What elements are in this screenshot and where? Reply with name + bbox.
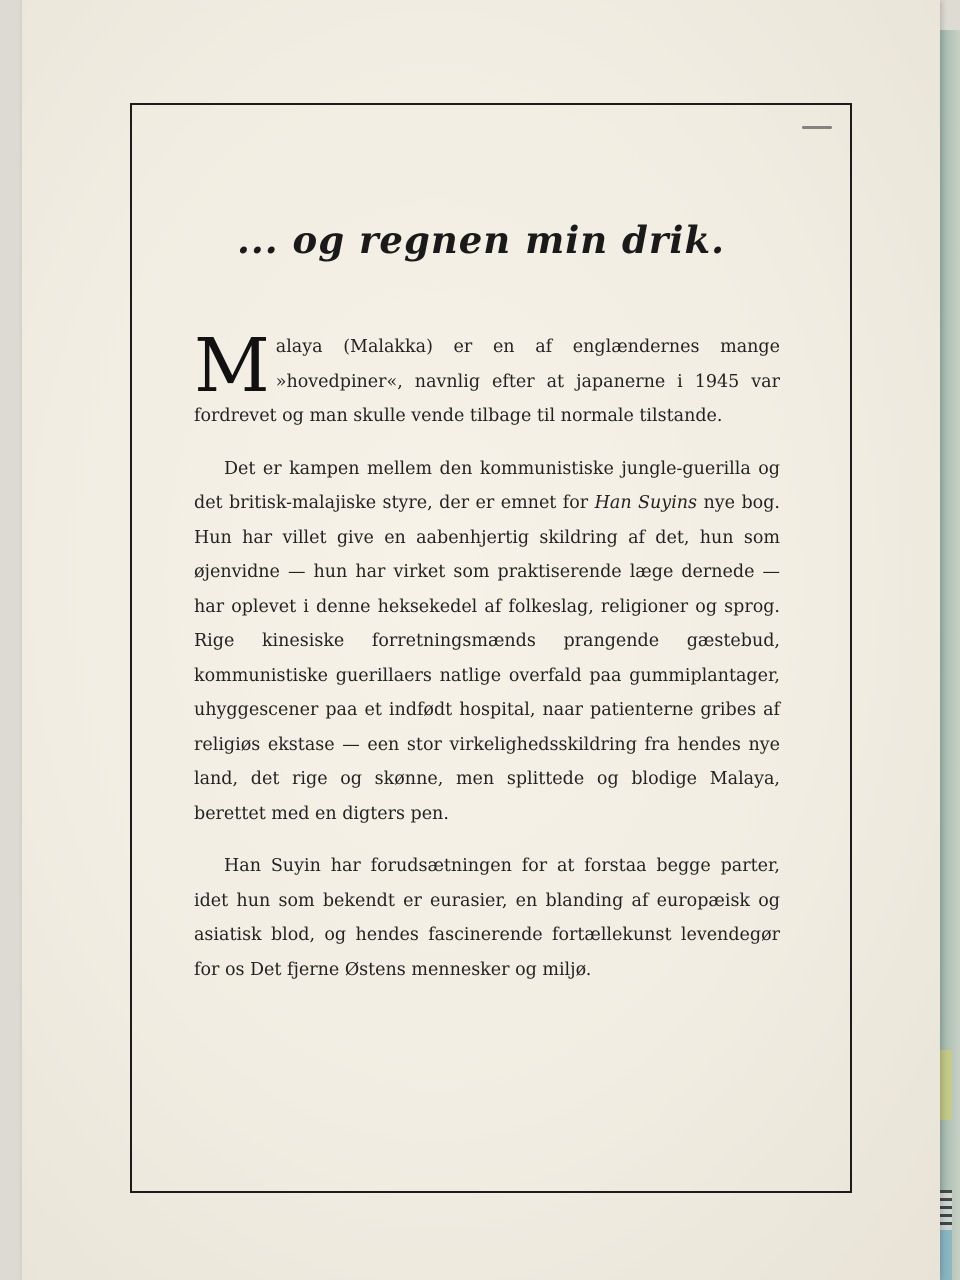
paragraph-2-text-after: nye bog. Hun har villet give en aabenhjertig skildring af det, hun som øjenvidne — hun har virket som praktiserende læge dernede — har oplevet i denne heksekedel af folkeslag, religioner og sprog. Rige kinesiske forretningsmænds prangende gæstebud, kommunistiske guerillaers natlige overfald paa gummiplantager, uhyggescener paa et indfødt hospital, naar patienterne gribes af religiøs ekstase — een stor virkelighedsskildring fra hendes nye land, det rige og skønne, men splittede og blodige Malaya, berettet med en digters pen. [194,493,780,824]
paragraph-1 [194,323,780,434]
flap-title: ... og regnen min drik. [236,218,725,262]
jacket-flap [22,0,940,1280]
drop-cap: M [194,323,270,409]
paragraph-3-text: Han Suyin har forudsætningen for at forstaa begge parter, idet hun som bekendt er eurasier, en blanding af europæisk og asiatisk blod, og hendes fascinerende fortællekunst levendegør for os Det fjerne Østens mennesker og miljø. [194,856,780,980]
author-name-italic: Han Suyins [594,493,698,513]
flap-body [194,323,780,1005]
paragraph-2 [194,452,780,832]
paragraph-1-text: alaya (Malakka) er en af englændernes mange »hovedpiner«, navnlig efter at japanerne i 1945 var fordrevet og man skulle vende tilbage til normale tilstande. [194,337,780,426]
paragraph-3 [194,849,780,987]
paragraph-2-text-before: Det er kampen mellem den kommunistiske jungle-guerilla og det britisk-malajiske styre, der er emnet for [194,458,780,513]
